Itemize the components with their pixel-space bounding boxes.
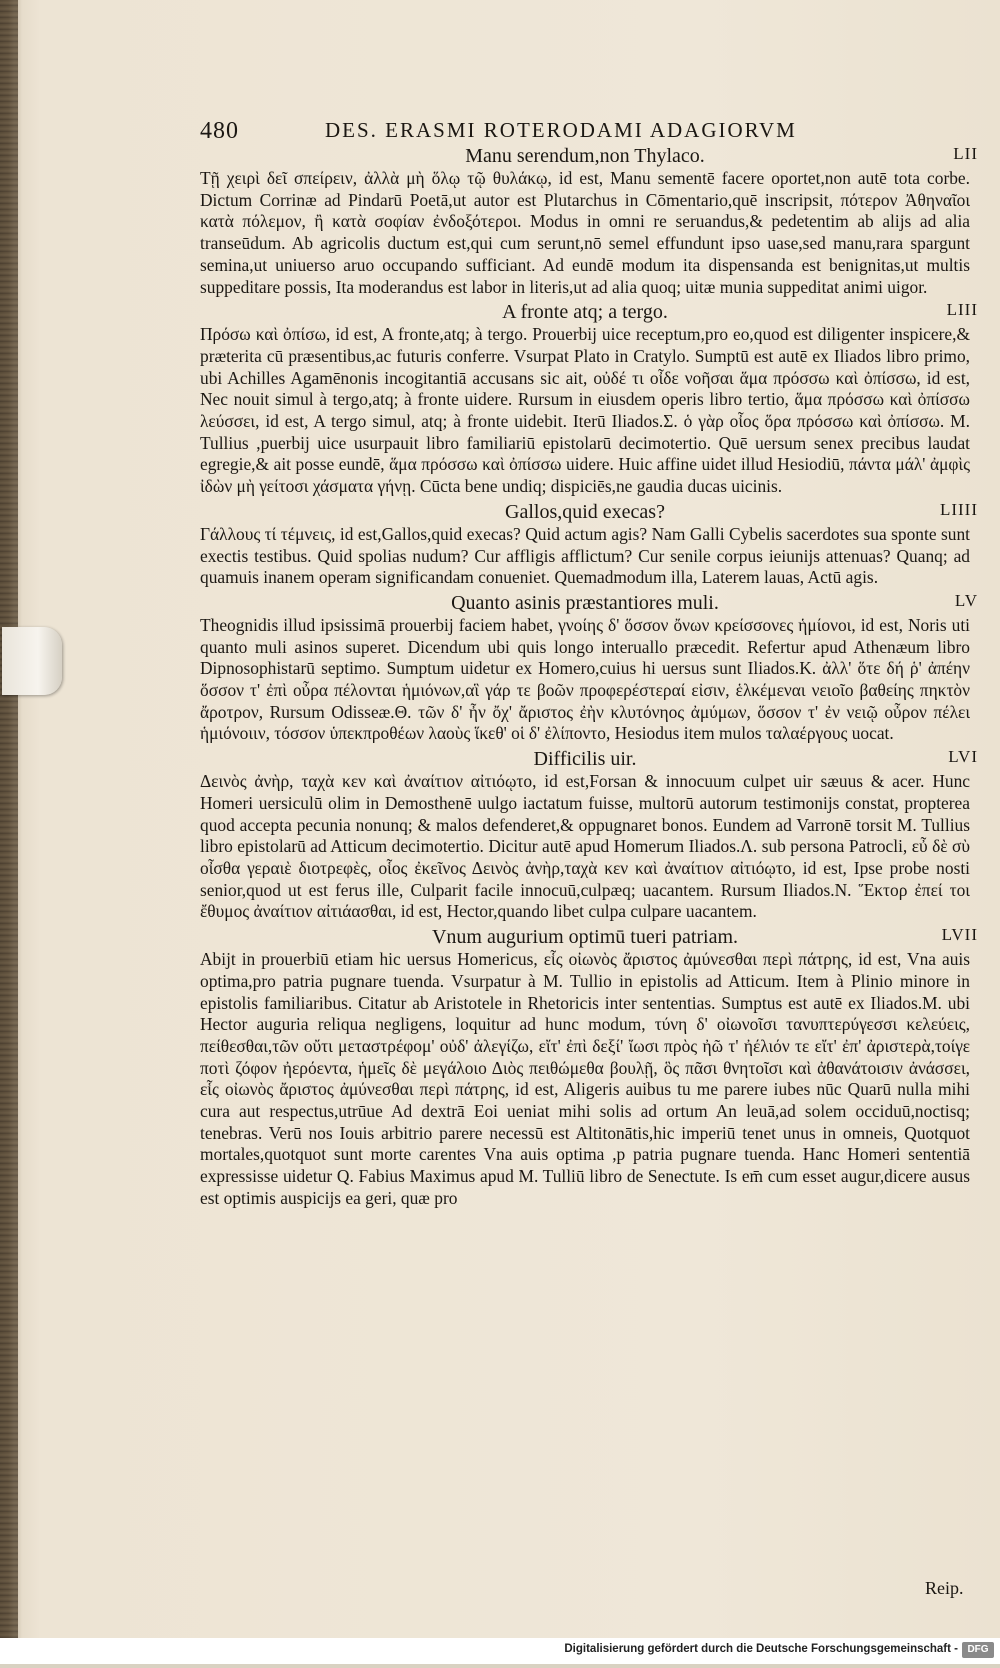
digitization-credit: Digitalisierung gefördert durch die Deutsche Forschungsgemeinschaft - <box>564 1643 958 1655</box>
adage-entry-lvi <box>200 747 978 923</box>
catchword: Reip. <box>925 1578 964 1598</box>
adage-text: Δεινὸς ἀνὴρ, ταχὰ κεν καὶ ἀναίτιον αἰτιόῳτο, id est,Forsan & innocuum culpet uir sæuus & acer. Hunc Homeri uersiculū olim in Demosthenē uulgo iactatum fuisse, multorū autorum testimonijs constat, propterea quod accepta pecunia nonunq; & malos defenderet,& oppugnaret bonos. Eundem ad Varronē torsit M. Tullius libro epistolarū ad Atticum decimotertio. Dicitur autē apud Homerum Iliados.Λ. sub persona Patrocli, εὖ δὲ σὺ οἶσθα γεραιὲ διοτρεφὲς, οἷος ἐκεῖνος Δεινὸς ἀνὴρ,ταχὰ κεν καὶ ἀναίτιον αἰτιόῳτο, id est, Ipse probe nosti senior,quod ut est ferus ille, Culparit facile innocuū,culpæq; uacantem. Rursum Iliados.Ν. Ἕκτορ ἐπεί τοι ἔθυμος ἀναίτιον αἰτιάασθαι, id est, Hector,quando libet culpa culpare uacantem. <box>200 771 970 922</box>
adage-number: LIII <box>946 300 978 320</box>
adage-entry-lv <box>200 590 978 745</box>
book-binding-edge <box>0 0 18 1664</box>
adage-number: LII <box>953 144 978 163</box>
book-page <box>200 110 978 1610</box>
page-body <box>200 142 978 1210</box>
adage-number: LV <box>954 590 978 610</box>
dfg-logo-icon: DFG <box>962 1642 994 1658</box>
adage-entry-lii <box>200 144 978 298</box>
adage-number: LVII <box>941 925 978 945</box>
footer-bar <box>0 1638 1000 1664</box>
adage-title: Gallos,quid execas? <box>505 500 665 523</box>
running-head-title: DES. ERASMI ROTERODAMI ADAGIORVM <box>325 118 797 142</box>
adage-title: A fronte atq; a tergo. <box>502 301 668 324</box>
adage-text: Γάλλους τί τέμνεις, id est,Gallos,quid execas? Quid actum agis? Nam Galli Cybelis sacerdotes sua sponte sunt exectis testibus. Quid spolias nudum? Cur affligis afflictum? Cur senile corpus ieiunijs attenuas? Quanq; ad quamuis inanem operam significandam conueniet. Quemadmodum illa, Laterem lauas, Actū agis. <box>200 523 970 588</box>
adage-entry-liii <box>200 300 978 498</box>
page-number: 480 <box>200 118 239 144</box>
adage-text: Abijt in prouerbiū etiam hic uersus Homericus, εἷς οἰωνὸς ἄριστος ἀμύνεσθαι περὶ πάτρης, id est, Vna auis optima,pro patria pugnare tuenda. Vsurpatur à M. Tullio in epistolis ad Atticum. Item à Plinio minore in epistolis familiaribus. Citatur ab Aristotele in Rhetoricis inter sententias. Sumptus est autē ex Iliados.Μ. ubi Hector auguria reliqua negligens, loquitur ad hunc modum, τύνη δ' οἰωνοῖσι τανυπτερύγεσσι κελεύεις, πείθεσθαι,τῶν οὔτι μεταστρέφομ' οὐδ' ἀλεγίζω, εἴτ' ἐπὶ δεξί' ἴωσι πρὸς ἠῶ τ' ἠέλιόν τε εἴτ' ἐπ' ἀριστερὰ,τοίγε ποτὶ ζόφον ἠερόεντα, ἡμεῖς δὲ μεγάλοιο Διὸς πειθώμεθα βουλῇ, ὃς πᾶσι θνητοῖσι καὶ ἀθανάτοισιν ἀνάσσει, εἷς οἰωνὸς ἄριστος ἀμύνεσθαι περὶ πάτρης, id est, Aligeris auibus tu me parere iubes nūc Quarū nulla mihi cura aut respectus,utrūue Ad dextrā Eoi ueniat mihi solis ad ortum An leuā,ad solem occiduū,noctisq; tenebras. Verū nos Iouis arbitrio parere necessū est Altitonātis,hic imperiū tenet unus in omneis, Quotquot mortales,quotquot sunt morte carentes Vna auis optima ,p patria pugnare tuenda. Hanc Homeri sententiā expressisse uidetur Q. Fabius Maximus apud M. Tulliū libro de Senectute. Is em̄ cum esset augur,dicere ausus est optimis auspicijs ea geri, quæ pro <box>200 949 970 1208</box>
adage-title: Difficilis uir. <box>533 748 637 771</box>
adage-title: Vnum augurium optimū tueri patriam. <box>431 926 739 949</box>
adage-text: Theognidis illud ipsissimā prouerbij faciem habet, γνοίης δ' ὅσσον ὄνων κρείσσονες ἡμίονοι, id est, Noris uti quanto muli asinos superet. Dicendum ubi quis longo interuallo præcedit. Refertur apud Athenæum libro Dipnosophistarū septimo. Sumptum uidetur ex Homero,cuius hi uersus sunt Iliados.Κ. ἀλλ' ὅτε δή ῥ' ἀπέην ὅσσον τ' ἐπὶ οὖρα πέλονται ἡμιόνων,αἳ γάρ τε βοῶν προφερέστεραί εἰσιν, ἑλκέμεναι νειοῖο βαθείης πηκτὸν ἄροτρον, Rursum Odisseæ.Θ. τῶν δ' ἦν ὄχ' ἄριστος ἐὴν κλυτόνηος ἀμύμων, ὅσσον τ' ἐν νειῷ οὖρον πέλει ἡμιόνοιιν, τόσσον ὑπεκπροθέων λαοὺς ἵκεθ' οἱ δ' ἐλίποντο, Hesiodus item mulos ταλαέργους uocat. <box>200 614 970 744</box>
adage-entry-lvii <box>200 925 978 1209</box>
adage-title: Manu serendum,non Thylaco. <box>465 145 705 167</box>
page-clip <box>2 627 62 695</box>
adage-title: Quanto asinis præstantiores muli. <box>451 591 719 614</box>
adage-entry-liiii <box>200 499 978 589</box>
adage-number: LVI <box>948 747 978 767</box>
adage-text: Τῇ χειρὶ δεῖ σπείρειν, ἀλλὰ μὴ ὅλῳ τῷ θυλάκῳ, id est, Manu sementē facere oportet,non autē tota corbe. Dictum Corrinæ ad Pindarū Poetā,ut autor est Plutarchus in Cōmentario,quē inscripsit, πότερον Ἀθηναῖοι κατὰ πόλεμον, ἢ κατὰ σοφίαν ἐνδοξότεροι. Modus in omni re seruandus,& pedetentim ab alijs ad alia transeūdum. Ab agricolis ductum est,qui cum serunt,nō semel effundunt ipso uase,sed manu,rara spargunt semina,ut uniuerso aruo occupando sufficiant. Ad eundē modum ita dispensanda est benignitas,ut multis suppeditare possis, Ita moderandus est labor in literis,ut ad alia quoq; uitæ munia suppeditat animi uigor. <box>200 168 970 297</box>
adage-number: LIIII <box>939 499 978 519</box>
adage-text: Πρόσω καὶ ὀπίσω, id est, A fronte,atq; à tergo. Prouerbij uice receptum,pro eo,quod est diligenter inspicere,& præterita cū præsentibus,ac futuris conferre. Vsurpat Plato in Cratylo. Sumptū est autē ex Iliados libro primo, ubi Achilles Agamēnonis incogitantiā accusans sic ait, οὐδέ τι οἶδε νοῆσαι ἅμα πρόσσω καὶ ὀπίσσω, id est, Nec nouit simul à tergo,atq; à fronte uidere. Rursum in eiusdem operis libro tertio, ἅμα πρόσσω καὶ ὀπίσσω λεύσσει, id est, A tergo simul, atq; à fronte uidebit. Iterū Iliados.Σ. ὁ γὰρ οἶος ὅρα πρόσσω καὶ ὀπίσσω. M. Tullius ,puerbij uice usurpauit libro familiariū epistolarū decimotertio. Quē uersum senex precibus laudat egregie,& ait posse eundē, ἅμα πρόσσω καὶ ὀπίσσω uidere. Huic affine uidet illud Hesiodiū, πάντα μάλ' ἀμφὶς ἰδὼν μὴ γείτοσι χάσματα γήνῃ. Cūcta bene undiq; dispiciēs,ne gaudia ducas uicinis. <box>200 324 970 497</box>
